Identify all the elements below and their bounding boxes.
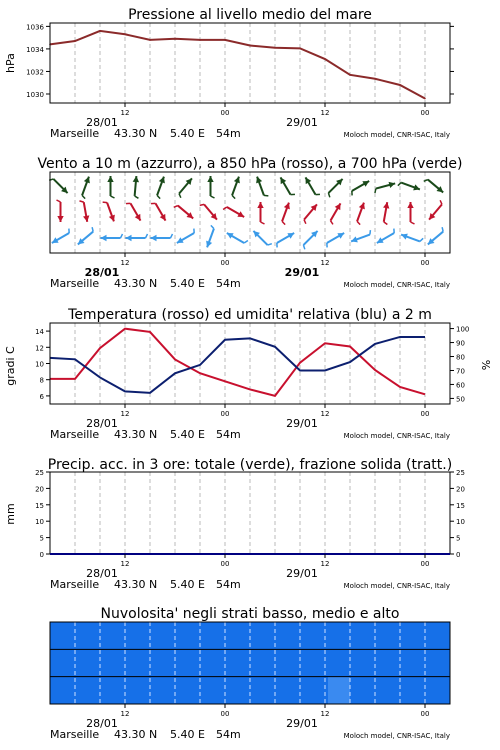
pressure-point	[174, 38, 176, 40]
y2-tick-label: 100	[456, 325, 470, 334]
wind-arrow-850hpa	[357, 203, 365, 225]
y2-tick-label: 0	[456, 551, 461, 559]
location-alt: 54m	[216, 428, 241, 441]
y2-tick-label: 50	[456, 395, 465, 404]
date-label: 28/01	[86, 567, 118, 580]
time-tick-label: 00	[420, 259, 430, 267]
wind-arrow-10m	[78, 227, 93, 244]
wind-barb	[174, 206, 178, 208]
time-tick-label: 12	[320, 259, 330, 267]
wind-head	[57, 216, 63, 222]
wind-head	[407, 202, 413, 208]
wind-arrow-10m	[303, 231, 317, 249]
wind-arrow-850hpa	[429, 200, 442, 219]
wind-barb	[79, 201, 83, 202]
wind-arrow-10m	[351, 230, 370, 242]
pressure-point	[324, 58, 326, 60]
wind-barb	[82, 195, 85, 198]
pressure-point	[74, 40, 76, 42]
wind-arrow-700hpa	[107, 176, 114, 198]
wind-barb	[411, 222, 415, 224]
wind-arrow-850hpa	[304, 204, 317, 223]
time-tick-label: 00	[220, 710, 230, 718]
wind-barb	[357, 221, 360, 224]
model-credit: Moloch model, CNR-ISAC, Italy	[343, 732, 450, 740]
wind-barb	[135, 196, 139, 198]
wind-arrow-700hpa	[424, 180, 443, 193]
wind-barb	[370, 230, 371, 234]
date-label: 28/01	[86, 116, 118, 129]
date-label: 29/01	[286, 717, 318, 730]
date-label: 29/01	[286, 567, 318, 580]
wind-head	[126, 235, 132, 241]
time-tick-label: 00	[220, 410, 230, 418]
wind-barb	[57, 200, 61, 202]
pressure-point	[299, 48, 301, 50]
wind-arrow-850hpa	[174, 206, 193, 219]
model-credit: Moloch model, CNR-ISAC, Italy	[343, 131, 450, 139]
y-tick-label: 6	[39, 392, 44, 401]
wind-arrow-850hpa	[282, 203, 290, 225]
y-tick-label: 15	[35, 501, 44, 510]
wind-head	[151, 235, 157, 241]
wind-barb	[171, 234, 173, 238]
time-tick-label: 12	[120, 560, 130, 568]
wind-barb	[304, 220, 306, 224]
wind-barb	[440, 200, 442, 204]
time-tick-label: 00	[420, 560, 430, 568]
wind-barb	[200, 204, 204, 205]
wind-arrow-10m	[327, 233, 344, 247]
wind-arrow-850hpa	[383, 202, 389, 224]
pressure-point	[199, 39, 201, 41]
y2-tick-label: 70	[456, 367, 465, 376]
location-lat: 43.30 N	[114, 127, 158, 140]
date-label: 28/01	[84, 266, 120, 279]
wind-arrow-10m	[101, 234, 123, 241]
wind-arrow-850hpa	[151, 203, 165, 220]
wind-barb	[331, 221, 333, 225]
plot-frame	[50, 23, 450, 103]
wind-arrow-700hpa	[157, 177, 165, 199]
location-lon: 5.40 E	[170, 428, 205, 441]
wind-barb	[211, 196, 215, 198]
wind-arrow-10m	[377, 229, 394, 243]
location-name: Marseille	[50, 277, 100, 290]
location-lat: 43.30 N	[114, 428, 158, 441]
wind-arrow-700hpa	[256, 177, 268, 196]
wind-barb	[420, 238, 423, 241]
location-name: Marseille	[50, 728, 100, 741]
plot-frame	[50, 323, 450, 404]
wind-barb	[384, 222, 388, 225]
wind-barb	[92, 227, 93, 231]
pressure-point	[124, 33, 126, 35]
wind-arrow-850hpa	[79, 201, 89, 222]
wind-arrow-850hpa	[200, 204, 217, 219]
pressure-point	[99, 30, 101, 32]
wind-barb	[398, 183, 401, 186]
wind-arrow-700hpa	[352, 181, 369, 195]
time-tick-label: 12	[120, 710, 130, 718]
wind-barb	[211, 225, 214, 228]
y2-axis-label: %	[480, 359, 493, 371]
wind-arrow-700hpa	[232, 177, 240, 199]
pressure-line	[50, 31, 425, 99]
y2-tick-label: 80	[456, 353, 465, 362]
wind-barb	[179, 194, 181, 198]
chart-title: Precip. acc. in 3 ore: totale (verde), frazione solida (tratt.)	[47, 457, 453, 473]
wind-barb	[424, 180, 428, 182]
time-tick-label: 12	[120, 109, 130, 117]
wind-barb	[157, 195, 160, 198]
wind-arrow-700hpa	[49, 179, 67, 193]
wind-arrow-10m	[227, 233, 248, 243]
time-tick-label: 00	[220, 560, 230, 568]
wind-arrow-700hpa	[281, 177, 295, 194]
y-tick-label: 8	[39, 376, 44, 385]
time-tick-label: 12	[120, 259, 130, 267]
wind-arrow-700hpa	[398, 183, 420, 191]
date-label: 29/01	[286, 116, 318, 129]
pressure-point	[149, 39, 151, 41]
y2-tick-label: 15	[456, 501, 465, 510]
wind-arrow-10m	[253, 231, 271, 245]
location-alt: 54m	[216, 127, 241, 140]
cloud-cover-field	[50, 622, 450, 704]
y2-tick-label: 10	[456, 518, 465, 527]
date-label: 28/01	[86, 717, 118, 730]
wind-arrow-10m	[151, 234, 173, 241]
model-credit: Moloch model, CNR-ISAC, Italy	[343, 582, 450, 590]
wind-arrow-700hpa	[328, 179, 342, 197]
y-tick-label: 0	[39, 551, 44, 559]
model-credit: Moloch model, CNR-ISAC, Italy	[343, 281, 450, 289]
wind-barb	[303, 245, 304, 249]
wind-arrow-850hpa	[331, 203, 341, 224]
time-tick-label: 12	[320, 560, 330, 568]
location-name: Marseille	[50, 428, 100, 441]
y-tick-label: 1034	[26, 45, 44, 54]
location-lat: 43.30 N	[114, 728, 158, 741]
y-tick-label: 5	[39, 534, 44, 543]
chart-title: Temperatura (rosso) ed umidita' relativa (blu) a 2 m	[68, 307, 432, 323]
time-tick-label: 12	[320, 410, 330, 418]
location-name: Marseille	[50, 578, 100, 591]
location-name: Marseille	[50, 127, 100, 140]
y-tick-label: 1032	[26, 68, 44, 77]
wind-barb	[375, 189, 376, 193]
wind-barb	[261, 222, 265, 224]
time-tick-label: 00	[220, 259, 230, 267]
y2-tick-label: 5	[456, 534, 461, 543]
y-axis-label: mm	[4, 503, 17, 525]
wind-arrow-700hpa	[179, 178, 192, 197]
location-lon: 5.40 E	[170, 728, 205, 741]
wind-arrow-850hpa	[103, 202, 115, 221]
wind-head	[107, 176, 113, 182]
time-tick-label: 12	[120, 410, 130, 418]
wind-barb	[282, 221, 285, 224]
wind-barb	[244, 241, 248, 243]
location-alt: 54m	[216, 277, 241, 290]
location-lon: 5.40 E	[170, 127, 205, 140]
time-tick-label: 12	[320, 710, 330, 718]
wind-barb	[232, 195, 235, 198]
y-tick-label: 20	[35, 485, 44, 494]
wind-barb	[103, 202, 107, 203]
wind-arrow-10m	[277, 233, 294, 247]
wind-barb	[268, 244, 272, 245]
wind-arrow-850hpa	[126, 203, 140, 220]
wind-barb	[146, 234, 148, 238]
model-credit: Moloch model, CNR-ISAC, Italy	[343, 432, 450, 440]
pressure-point	[349, 74, 351, 76]
wind-arrow-850hpa	[407, 202, 414, 224]
wind-barb	[442, 227, 443, 231]
y-axis-label: gradi C	[4, 346, 17, 386]
wind-barb	[264, 195, 268, 196]
wind-arrow-850hpa	[57, 200, 64, 222]
chart-title: Nuvolosita' negli strati basso, medio e alto	[100, 606, 400, 622]
wind-barb	[328, 193, 329, 197]
wind-arrow-850hpa	[223, 207, 244, 217]
pressure-point	[424, 98, 426, 100]
wind-arrow-700hpa	[133, 176, 139, 198]
wind-arrow-10m	[52, 229, 69, 243]
time-tick-label: 00	[220, 109, 230, 117]
date-label: 29/01	[284, 266, 320, 279]
chart-title: Vento a 10 m (azzurro), a 850 hPa (rosso), a 700 hPa (verde)	[37, 156, 463, 172]
y-axis-label: hPa	[4, 53, 17, 73]
wind-arrow-700hpa	[207, 176, 214, 198]
y-tick-label: 1030	[26, 90, 44, 99]
wind-arrow-700hpa	[375, 182, 395, 193]
wind-arrow-700hpa	[82, 177, 90, 199]
time-tick-label: 12	[320, 109, 330, 117]
y-tick-label: 10	[35, 360, 44, 369]
location-alt: 54m	[216, 728, 241, 741]
wind-arrow-10m	[126, 234, 148, 241]
wind-arrow-10m	[206, 225, 214, 247]
y-tick-label: 12	[35, 344, 44, 353]
time-tick-label: 00	[420, 410, 430, 418]
y-tick-label: 14	[35, 328, 44, 337]
y2-tick-label: 60	[456, 381, 465, 390]
location-alt: 54m	[216, 578, 241, 591]
location-lon: 5.40 E	[170, 578, 205, 591]
wind-arrow-10m	[177, 229, 194, 243]
time-tick-label: 00	[420, 710, 430, 718]
wind-arrow-850hpa	[257, 202, 264, 224]
location-lat: 43.30 N	[114, 578, 158, 591]
time-tick-label: 00	[420, 109, 430, 117]
wind-arrow-10m	[401, 234, 423, 242]
wind-arrow-10m	[428, 227, 443, 244]
wind-head	[101, 235, 107, 241]
y-tick-label: 1036	[26, 23, 44, 32]
y2-tick-label: 20	[456, 485, 465, 494]
wind-head	[207, 176, 213, 182]
wind-barb	[223, 207, 227, 209]
y2-tick-label: 25	[456, 469, 465, 477]
pressure-point	[249, 45, 251, 47]
chart-title: Pressione al livello medio del mare	[128, 7, 372, 23]
pressure-point	[399, 84, 401, 86]
wind-head	[133, 176, 139, 182]
date-label: 29/01	[286, 417, 318, 430]
wind-arrow-700hpa	[306, 177, 320, 194]
y-tick-label: 10	[35, 518, 44, 527]
wind-barb	[111, 196, 115, 198]
date-label: 28/01	[86, 417, 118, 430]
wind-barb	[121, 234, 123, 238]
cloud-cover-cell	[328, 677, 350, 704]
y-tick-label: 25	[35, 469, 44, 477]
pressure-point	[374, 78, 376, 80]
plot-frame	[50, 472, 450, 554]
pressure-point	[274, 47, 276, 49]
pressure-point	[224, 39, 226, 41]
location-lat: 43.30 N	[114, 277, 158, 290]
location-lon: 5.40 E	[170, 277, 205, 290]
wind-head	[257, 202, 263, 208]
y2-tick-label: 90	[456, 339, 465, 348]
